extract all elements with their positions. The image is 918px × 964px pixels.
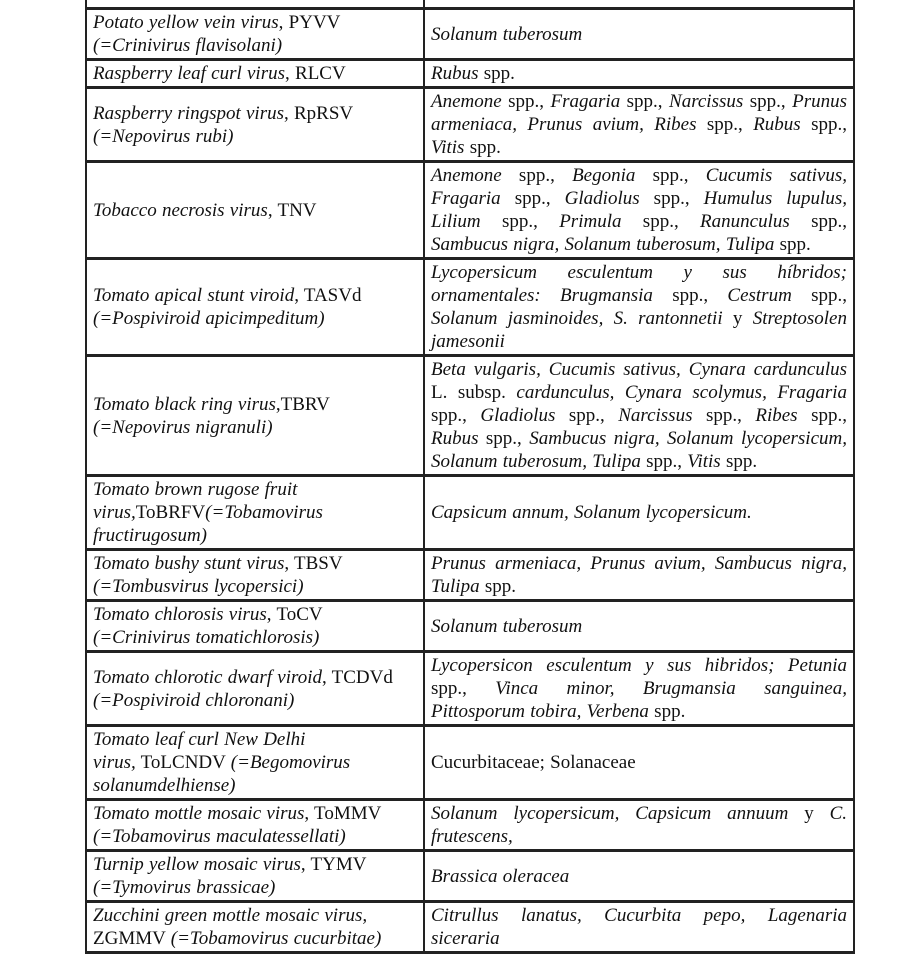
- italic-text: Zucchini green mottle mosaic virus,: [93, 905, 368, 926]
- table-row: [86, 9, 854, 60]
- table-body: [86, 0, 854, 953]
- host-plants-cell: [424, 60, 854, 88]
- italic-text: Citrullus lanatus, Cucurbita pepo, Lagenaria siceraria: [431, 905, 847, 949]
- italic-text: Capsicum annum, Solanum lycopersicum.: [431, 502, 752, 523]
- italic-text: Solanum tuberosum: [431, 615, 583, 637]
- italic-text: Turnip yellow mosaic virus: [93, 854, 301, 875]
- roman-text: spp.: [479, 576, 516, 597]
- virus-name-cell: [86, 0, 424, 9]
- italic-text: Beta vulgaris, Cucumis sativus, Cynara cardunculus: [431, 359, 847, 380]
- italic-text: Gladiolus: [480, 405, 556, 426]
- host-plants-cell: [424, 476, 854, 550]
- roman-text: ,TBRV: [275, 393, 330, 415]
- host-plants-cell: [424, 88, 854, 162]
- italic-text: Tomato apical stunt viroid: [93, 285, 295, 306]
- roman-text: , ToMMV: [304, 803, 382, 824]
- italic-text: (=Nepovirus rubi): [93, 125, 234, 147]
- italic-text: Narcissus: [618, 405, 693, 426]
- virus-name-cell: [86, 550, 424, 601]
- italic-text: fructirugosum): [93, 525, 207, 546]
- roman-text: , RpRSV: [284, 102, 354, 124]
- roman-text: spp.,: [797, 405, 847, 426]
- italic-text: (=Tombusvirus lycopersici): [93, 576, 304, 597]
- host-plants-cell: [424, 259, 854, 356]
- table-row: [86, 88, 854, 162]
- roman-text: L. subsp.: [431, 382, 517, 403]
- italic-text: virus,: [93, 502, 136, 523]
- roman-text: spp.,: [640, 451, 688, 472]
- italic-text: Solanum tuberosum: [431, 23, 583, 45]
- virus-name-cell: [86, 162, 424, 259]
- table-row: [86, 902, 854, 953]
- virus-name-cell: [86, 652, 424, 726]
- italic-text: Raspberry ringspot virus: [93, 102, 284, 124]
- italic-text: Tomato leaf curl New Delhi: [93, 729, 306, 750]
- italic-text: Ribes: [755, 405, 798, 426]
- italic-text: (=Nepovirus nigranuli): [93, 416, 273, 438]
- table-row: [86, 476, 854, 550]
- virus-name-cell: [86, 88, 424, 162]
- italic-text: solanumdelhiense): [93, 775, 236, 796]
- italic-text: Rubus: [431, 63, 479, 84]
- roman-text: ToBRFV: [135, 502, 206, 523]
- italic-text: C. frutescens,: [431, 803, 847, 847]
- virus-name-cell: [86, 259, 424, 356]
- roman-text: spp.,: [789, 211, 847, 232]
- table-row: [86, 162, 854, 259]
- roman-text: ToLCNDV: [135, 752, 231, 773]
- roman-text: spp.,: [639, 188, 704, 209]
- roman-text: spp.,: [620, 91, 670, 112]
- italic-text: Humulus lupulus, Lilium: [431, 188, 847, 232]
- host-plants-cell: [424, 601, 854, 652]
- roman-text: spp.: [648, 701, 686, 722]
- table-row: [86, 259, 854, 356]
- roman-text: spp.,: [635, 165, 706, 186]
- italic-text: Sambucus nigra, Solanum lycopersicum, Solanum tuberosum, Tulipa: [431, 428, 847, 472]
- italic-text: Solanum jasminoides, S. rantonnetii: [431, 308, 723, 329]
- table-row: [86, 601, 854, 652]
- table-row: [86, 726, 854, 800]
- italic-text: virus,: [93, 752, 136, 773]
- italic-text: Raspberry leaf curl virus: [93, 63, 286, 84]
- italic-text: Anemone: [431, 91, 502, 112]
- italic-text: Rubus: [431, 428, 479, 449]
- host-plants-cell: [424, 800, 854, 851]
- roman-text: spp.: [478, 63, 515, 84]
- italic-text: (=Pospiviroid apicimpeditum): [93, 308, 325, 329]
- roman-text: spp.: [774, 234, 811, 255]
- roman-text: spp.,: [480, 211, 560, 232]
- roman-text: , TNV: [267, 199, 317, 221]
- roman-text: spp.,: [478, 428, 530, 449]
- italic-text: Vitis: [687, 451, 721, 472]
- italic-text: Tomato mottle mosaic virus: [93, 803, 305, 824]
- virus-name-cell: [86, 60, 424, 88]
- roman-text: , TBSV: [284, 553, 343, 574]
- virus-name-cell: [86, 902, 424, 953]
- italic-text: Tomato bushy stunt virus: [93, 553, 285, 574]
- host-plants-cell: [424, 726, 854, 800]
- roman-text: spp.,: [501, 165, 573, 186]
- table-row: [86, 652, 854, 726]
- table-row: [86, 356, 854, 476]
- roman-text: spp.,: [791, 285, 847, 306]
- roman-text: spp.,: [500, 188, 565, 209]
- roman-text: ZGMMV: [93, 928, 171, 949]
- virus-name-cell: [86, 356, 424, 476]
- italic-text: Cucumis sativus, Fragaria: [431, 165, 848, 209]
- italic-text: Streptosolen jamesonii: [431, 308, 847, 352]
- italic-text: Tomato chlorotic dwarf viroid: [93, 666, 322, 688]
- roman-text: spp.,: [501, 91, 551, 112]
- italic-text: Solanum lycopersicum, Capsicum annuum: [431, 803, 789, 824]
- italic-text: Tomato chlorosis virus: [93, 604, 267, 625]
- table-row: [86, 550, 854, 601]
- italic-text: Tomato brown rugose fruit: [93, 479, 298, 500]
- italic-text: Brassica oleracea: [431, 865, 570, 887]
- virus-name-cell: [86, 601, 424, 652]
- roman-text: spp.,: [431, 678, 496, 699]
- roman-text: spp.,: [800, 114, 847, 135]
- host-plants-cell: [424, 9, 854, 60]
- virus-name-cell: [86, 476, 424, 550]
- italic-text: Gladiolus: [564, 188, 640, 209]
- roman-text: spp.: [464, 137, 501, 158]
- roman-text: spp.,: [621, 211, 701, 232]
- italic-text: (=Tobamovirus maculatessellati): [93, 826, 346, 847]
- roman-text: spp.: [720, 451, 758, 472]
- host-plants-cell: [424, 652, 854, 726]
- italic-text: (=Crinivirus flavisolani): [93, 35, 283, 56]
- roman-text: spp.,: [431, 405, 481, 426]
- host-plants-cell: [424, 0, 854, 9]
- roman-text: spp.,: [743, 91, 793, 112]
- italic-text: Prunus armeniaca, Prunus avium, Ribes: [431, 91, 847, 135]
- italic-text: Lycopersicon esculentum y sus hibridos; Petunia: [431, 655, 847, 676]
- roman-text: , TYMV: [300, 854, 367, 875]
- italic-text: Tobacco necrosis virus: [93, 199, 268, 221]
- host-plants-cell: [424, 851, 854, 902]
- table-row: [86, 60, 854, 88]
- italic-text: Ranunculus: [700, 211, 790, 232]
- roman-text: , TASVd: [294, 285, 362, 306]
- roman-text: , RLCV: [285, 63, 346, 84]
- roman-text: spp.,: [555, 405, 619, 426]
- roman-text: spp.,: [652, 285, 728, 306]
- italic-text: Cestrum: [727, 285, 792, 306]
- italic-text: Vinca minor, Brugmansia sanguinea, Pittosporum tobira, Verbena: [431, 678, 847, 722]
- roman-text: y: [788, 803, 830, 824]
- roman-text: , PYVV: [278, 12, 341, 33]
- table-row: [86, 800, 854, 851]
- virus-name-cell: [86, 851, 424, 902]
- italic-text: Tomato black ring virus: [93, 393, 276, 415]
- virus-name-cell: [86, 9, 424, 60]
- virus-host-table: [85, 0, 855, 954]
- italic-text: (=Tobamovirus cucurbitae): [170, 928, 382, 949]
- italic-text: Rubus: [753, 114, 801, 135]
- italic-text: (=Pospiviroid chloronani): [93, 689, 295, 711]
- roman-text: , TCDVd: [322, 666, 393, 688]
- host-plants-cell: [424, 550, 854, 601]
- italic-text: Vitis: [431, 137, 465, 158]
- roman-text: spp.,: [692, 405, 756, 426]
- italic-text: Begonia: [572, 165, 636, 186]
- virus-name-cell: [86, 726, 424, 800]
- italic-text: Fragaria: [550, 91, 621, 112]
- italic-text: (=Crinivirus tomatichlorosis): [93, 627, 320, 648]
- italic-text: Sambucus nigra, Solanum tuberosum, Tulipa: [431, 234, 775, 255]
- italic-text: (=Tobamovirus: [205, 502, 323, 523]
- roman-text: , ToCV: [266, 604, 323, 625]
- roman-text: Cucurbitaceae; Solanaceae: [431, 752, 636, 773]
- host-plants-cell: [424, 356, 854, 476]
- italic-text: Lycopersicum esculentum y sus híbridos; ornamentales: Brugmansia: [431, 262, 847, 306]
- italic-text: cardunculus, Cynara scolymus, Fragaria: [516, 382, 847, 403]
- host-plants-cell: [424, 162, 854, 259]
- virus-name-cell: [86, 800, 424, 851]
- italic-text: (=Begomovirus: [230, 752, 351, 773]
- roman-text: spp.,: [696, 114, 754, 135]
- italic-text: Prunus armeniaca, Prunus avium, Sambucus nigra, Tulipa: [431, 553, 847, 597]
- italic-text: Primula: [559, 211, 622, 232]
- table-row-cutoff: [86, 0, 854, 9]
- italic-text: Narcissus: [669, 91, 744, 112]
- host-plants-cell: [424, 902, 854, 953]
- roman-text: y: [722, 308, 753, 329]
- italic-text: Anemone: [431, 165, 502, 186]
- italic-text: (=Tymovirus brassicae): [93, 877, 276, 898]
- table-row: [86, 851, 854, 902]
- italic-text: Potato yellow vein virus: [93, 12, 279, 33]
